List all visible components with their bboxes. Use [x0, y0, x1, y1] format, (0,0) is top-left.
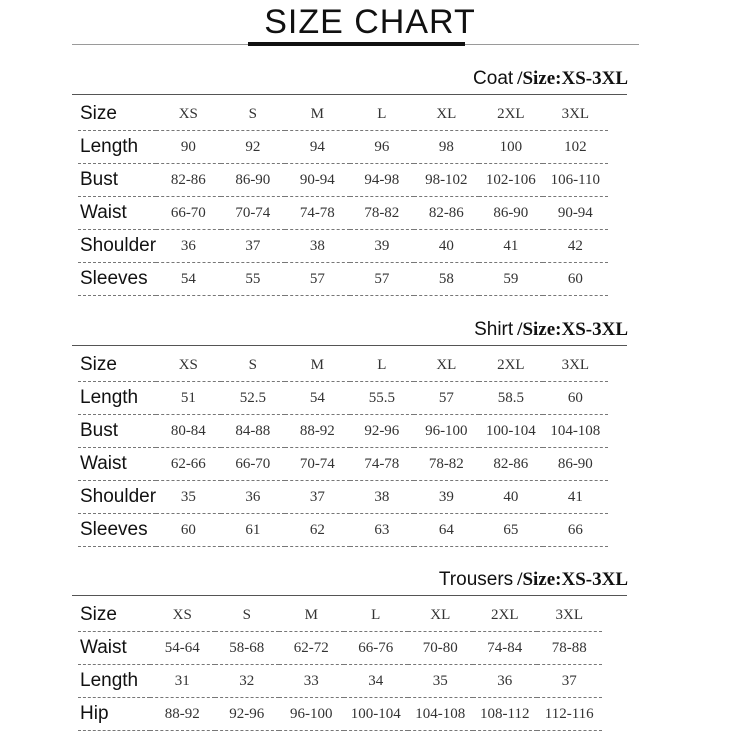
table-cell: 66-70 [221, 448, 286, 481]
table-cell: 2XL [473, 599, 538, 632]
table-cell: L [350, 98, 415, 131]
table-cell: 94-98 [350, 164, 415, 197]
table-row [78, 382, 608, 415]
table-row [78, 514, 608, 547]
row-label: Length [78, 665, 150, 698]
table-cell: 70-80 [408, 632, 473, 665]
size-table [78, 98, 608, 296]
table-cell: 59 [479, 263, 544, 296]
table-cell: 104-108 [543, 415, 608, 448]
table-cell: 82-86 [414, 197, 479, 230]
table-cell: 65 [479, 514, 544, 547]
table-row [78, 599, 602, 632]
table-cell: 82-86 [479, 448, 544, 481]
table-cell: 78-82 [414, 448, 479, 481]
table-cell: 70-74 [221, 197, 286, 230]
table-cell: 94 [285, 131, 350, 164]
row-label: Bust [78, 415, 156, 448]
table-cell: M [285, 98, 350, 131]
table-row [78, 230, 608, 263]
table-cell: 37 [537, 665, 602, 698]
table-cell: 41 [543, 481, 608, 514]
section-name: Shirt [474, 319, 514, 340]
table-cell: 37 [221, 230, 286, 263]
table-cell: 106-110 [543, 164, 608, 197]
table-cell: 100-104 [344, 698, 409, 731]
table-cell: 88-92 [285, 415, 350, 448]
table-row [78, 197, 608, 230]
table-cell: 90-94 [543, 197, 608, 230]
table-cell: 40 [479, 481, 544, 514]
page-title: SIZE CHART [264, 3, 476, 41]
table-cell: 52.5 [221, 382, 286, 415]
table-cell: XL [414, 349, 479, 382]
table-cell: 57 [285, 263, 350, 296]
table-cell: 62 [285, 514, 350, 547]
table-cell: 100 [479, 131, 544, 164]
table-cell: 32 [215, 665, 280, 698]
table-cell: 35 [408, 665, 473, 698]
row-label: Size [78, 349, 156, 382]
table-cell: 2XL [479, 98, 544, 131]
table-row [78, 98, 608, 131]
row-label: Size [78, 599, 150, 632]
title-underline-accent [248, 42, 465, 46]
table-cell: 92-96 [215, 698, 280, 731]
row-label: Hip [78, 698, 150, 731]
size-table [78, 349, 608, 547]
table-row [78, 263, 608, 296]
table-cell: XS [150, 599, 215, 632]
table-cell: 61 [221, 514, 286, 547]
row-label: Length [78, 382, 156, 415]
table-row [78, 415, 608, 448]
row-label: Size [78, 98, 156, 131]
row-label: Length [78, 131, 156, 164]
table-cell: 54 [156, 263, 221, 296]
table-cell: 57 [414, 382, 479, 415]
table-cell: L [344, 599, 409, 632]
section-name: Coat [473, 68, 514, 89]
table-cell: 33 [279, 665, 344, 698]
table-cell: 60 [543, 263, 608, 296]
size-table [78, 599, 602, 731]
table-row [78, 481, 608, 514]
table-cell: 98 [414, 131, 479, 164]
row-label: Waist [78, 632, 150, 665]
table-cell: XS [156, 98, 221, 131]
section-heading [474, 315, 628, 345]
table-cell: M [285, 349, 350, 382]
table-cell: XS [156, 349, 221, 382]
row-label: Sleeves [78, 514, 156, 547]
table-cell: 54 [285, 382, 350, 415]
table-cell: 40 [414, 230, 479, 263]
table-cell: 92 [221, 131, 286, 164]
table-cell: 86-90 [543, 448, 608, 481]
table-cell: 39 [350, 230, 415, 263]
table-cell: 31 [150, 665, 215, 698]
row-label: Waist [78, 197, 156, 230]
table-cell: 74-84 [473, 632, 538, 665]
row-label: Shoulder [78, 481, 156, 514]
section-size-range: /Size:XS-3XL [517, 319, 628, 340]
row-label: Bust [78, 164, 156, 197]
table-cell: 3XL [537, 599, 602, 632]
table-row [78, 448, 608, 481]
table-cell: 58 [414, 263, 479, 296]
table-cell: 41 [479, 230, 544, 263]
table-cell: 92-96 [350, 415, 415, 448]
table-cell: 3XL [543, 349, 608, 382]
table-cell: 57 [350, 263, 415, 296]
table-cell: 96 [350, 131, 415, 164]
row-label: Shoulder [78, 230, 156, 263]
table-cell: 54-64 [150, 632, 215, 665]
table-cell: 34 [344, 665, 409, 698]
table-cell: 82-86 [156, 164, 221, 197]
table-cell: 66-70 [156, 197, 221, 230]
row-label: Waist [78, 448, 156, 481]
table-cell: 38 [350, 481, 415, 514]
table-cell: 96-100 [279, 698, 344, 731]
table-cell: 86-90 [479, 197, 544, 230]
table-cell: 3XL [543, 98, 608, 131]
table-cell: 62-66 [156, 448, 221, 481]
table-cell: 64 [414, 514, 479, 547]
section-rule [72, 345, 627, 346]
table-cell: 2XL [479, 349, 544, 382]
table-cell: 58-68 [215, 632, 280, 665]
table-cell: S [215, 599, 280, 632]
table-cell: 60 [543, 382, 608, 415]
table-cell: 63 [350, 514, 415, 547]
table-cell: 66-76 [344, 632, 409, 665]
table-row [78, 349, 608, 382]
table-cell: 60 [156, 514, 221, 547]
table-cell: 90-94 [285, 164, 350, 197]
table-cell: 55.5 [350, 382, 415, 415]
section-heading [473, 64, 628, 94]
table-cell: 88-92 [150, 698, 215, 731]
table-cell: 62-72 [279, 632, 344, 665]
table-cell: 38 [285, 230, 350, 263]
table-row [78, 665, 602, 698]
table-cell: 102 [543, 131, 608, 164]
table-cell: 112-116 [537, 698, 602, 731]
section-size-range: /Size:XS-3XL [517, 569, 628, 590]
row-label: Sleeves [78, 263, 156, 296]
table-cell: 104-108 [408, 698, 473, 731]
section-rule [72, 94, 627, 95]
table-cell: 55 [221, 263, 286, 296]
table-cell: S [221, 98, 286, 131]
table-cell: S [221, 349, 286, 382]
table-cell: 74-78 [285, 197, 350, 230]
table-cell: 37 [285, 481, 350, 514]
section-size-range: /Size:XS-3XL [517, 68, 628, 89]
table-cell: XL [408, 599, 473, 632]
table-cell: 78-88 [537, 632, 602, 665]
table-cell: 58.5 [479, 382, 544, 415]
table-cell: 86-90 [221, 164, 286, 197]
table-cell: L [350, 349, 415, 382]
table-cell: 84-88 [221, 415, 286, 448]
table-cell: 96-100 [414, 415, 479, 448]
table-cell: 78-82 [350, 197, 415, 230]
table-cell: 98-102 [414, 164, 479, 197]
section-name: Trousers [438, 569, 514, 590]
table-row [78, 698, 602, 731]
section-heading [439, 565, 628, 595]
table-cell: 102-106 [479, 164, 544, 197]
section-rule [72, 595, 627, 596]
table-row [78, 131, 608, 164]
table-cell: 42 [543, 230, 608, 263]
table-cell: 39 [414, 481, 479, 514]
table-cell: 90 [156, 131, 221, 164]
table-cell: 66 [543, 514, 608, 547]
table-row [78, 164, 608, 197]
table-cell: 80-84 [156, 415, 221, 448]
table-cell: M [279, 599, 344, 632]
table-cell: 74-78 [350, 448, 415, 481]
table-cell: 36 [221, 481, 286, 514]
table-cell: 51 [156, 382, 221, 415]
table-cell: 70-74 [285, 448, 350, 481]
table-cell: 108-112 [473, 698, 538, 731]
table-cell: 36 [156, 230, 221, 263]
table-cell: 35 [156, 481, 221, 514]
table-cell: XL [414, 98, 479, 131]
table-row [78, 632, 602, 665]
table-cell: 36 [473, 665, 538, 698]
table-cell: 100-104 [479, 415, 544, 448]
